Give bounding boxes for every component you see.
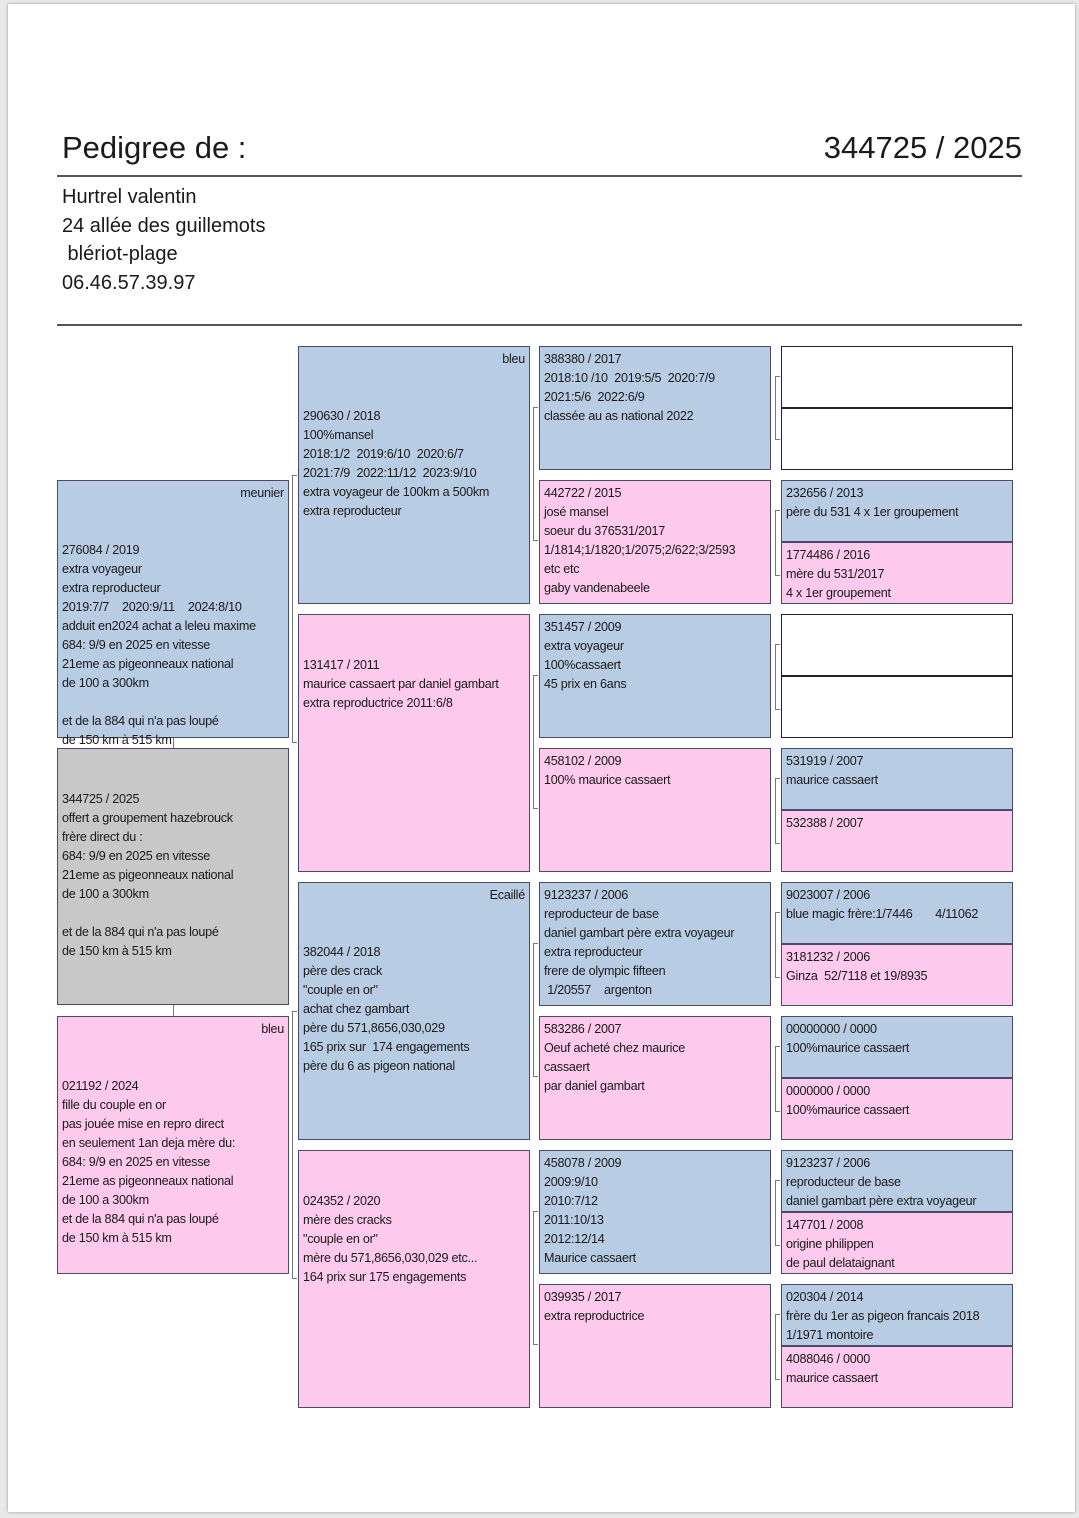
pedigree-line: 2021:5/6 2022:6/9: [544, 390, 645, 404]
pedigree-line: 3181232 / 2006: [786, 950, 871, 964]
pedigree-line: mère des cracks: [303, 1213, 392, 1227]
pedigree-text: [303, 656, 525, 713]
pedigree-line: 1/1814;1/1820;1/2075;2/622;3/2593: [544, 543, 736, 557]
pedigree-line: extra reproducteur: [303, 504, 402, 518]
pedigree-text: [786, 1216, 1008, 1273]
pedigree-text: [786, 948, 1008, 986]
granddam-maternal-box: [298, 1150, 530, 1408]
pedigree-line: 290630 / 2018: [303, 409, 381, 423]
pedigree-text: [786, 814, 1008, 833]
great-great-box: [781, 748, 1013, 810]
pedigree-line: [62, 904, 284, 923]
pedigree-line: 2010:7/12: [544, 1194, 598, 1208]
pedigree-line: josé mansel: [544, 505, 609, 519]
pedigree-text: [544, 752, 766, 790]
granddam-paternal-box: [298, 614, 530, 872]
great-grandparent-box: [539, 748, 771, 872]
great-great-box: [781, 810, 1013, 872]
connector: [775, 778, 780, 844]
owner-block: [62, 183, 265, 297]
pedigree-line: 100%cassaert: [544, 658, 621, 672]
pedigree-line: Oeuf acheté chez maurice: [544, 1041, 686, 1055]
pedigree-line: 442722 / 2015: [544, 486, 622, 500]
pedigree-text: [786, 1020, 1008, 1058]
ring-number: 344725 / 2025: [823, 130, 1022, 165]
great-grandparent-box: [539, 346, 771, 470]
owner-city: blériot-plage: [62, 243, 178, 265]
pedigree-line: 583286 / 2007: [544, 1022, 622, 1036]
pedigree-text: [303, 407, 525, 521]
pedigree-line: soeur du 376531/2017: [544, 524, 666, 538]
pedigree-line: daniel gambart père extra voyageur: [786, 1194, 977, 1208]
pedigree-line: offert a groupement hazebrouck: [62, 811, 233, 825]
pedigree-line: 684: 9/9 en 2025 en vitesse: [62, 849, 210, 863]
great-grandparent-box: [539, 1284, 771, 1408]
pedigree-line: 2019:7/7 2020:9/11 2024:8/10: [62, 600, 242, 614]
great-great-box: [781, 882, 1013, 944]
pedigree-line: extra reproducteur: [62, 581, 161, 595]
pedigree-line: 9023007 / 2006: [786, 888, 871, 902]
color-tag: bleu: [261, 1022, 284, 1036]
pedigree-line: maurice cassaert: [786, 773, 878, 787]
pedigree-line: 458078 / 2009: [544, 1156, 622, 1170]
pedigree-line: maurice cassaert: [786, 1371, 878, 1385]
pedigree-line: Ginza 52/7118 et 19/8935: [786, 969, 928, 983]
great-grandparent-box: [539, 1016, 771, 1140]
pedigree-line: 684: 9/9 en 2025 en vitesse: [62, 638, 210, 652]
pedigree-line: extra reproducteur: [544, 945, 643, 959]
pedigree-line: cassaert: [544, 1060, 590, 1074]
great-great-box: [781, 1016, 1013, 1078]
connector: [775, 510, 780, 576]
great-great-box-empty: [781, 408, 1013, 470]
pedigree-text: [786, 886, 1008, 924]
pedigree-line: 531919 / 2007: [786, 754, 864, 768]
great-great-box: [781, 542, 1013, 604]
sire-box: [57, 480, 289, 747]
pedigree-line: 2009:9/10: [544, 1175, 598, 1189]
pedigree-line: de paul delataignant: [786, 1256, 895, 1270]
pedigree-line: 21eme as pigeonneaux national: [62, 868, 234, 882]
pedigree-line: Maurice cassaert: [544, 1251, 636, 1265]
pedigree-line: 020304 / 2014: [786, 1290, 864, 1304]
great-great-box: [781, 1212, 1013, 1274]
pedigree-line: et de la 884 qui n'a pas loupé: [62, 925, 219, 939]
pedigree-line: 684: 9/9 en 2025 en vitesse: [62, 1155, 210, 1169]
great-grandparent-box: [539, 614, 771, 738]
connector: [533, 407, 538, 541]
pedigree-line: 1/20557 argenton: [544, 983, 652, 997]
pedigree-line: 164 prix sur 175 engagements: [303, 1270, 467, 1284]
pedigree-line: 1774486 / 2016: [786, 548, 871, 562]
pedigree-text: [544, 484, 766, 598]
pedigree-text: [62, 790, 284, 961]
great-great-box: [781, 1078, 1013, 1140]
pedigree-line: daniel gambart père extra voyageur: [544, 926, 735, 940]
pedigree-text: [544, 1154, 766, 1268]
pedigree-line: par daniel gambart: [544, 1079, 645, 1093]
pedigree-line: 9123237 / 2006: [544, 888, 629, 902]
pedigree-line: 351457 / 2009: [544, 620, 622, 634]
pedigree-line: de 100 a 300km: [62, 887, 149, 901]
pedigree-line: 382044 / 2018: [303, 945, 381, 959]
pedigree-line: 024352 / 2020: [303, 1194, 381, 1208]
connector: [292, 1011, 297, 1279]
pedigree-line: père du 531 4 x 1er groupement: [786, 505, 959, 519]
pedigree-line: "couple en or": [303, 983, 378, 997]
page-title: Pedigree de :: [62, 130, 247, 165]
grandsire-paternal-box: [298, 346, 530, 604]
pedigree-line: père des crack: [303, 964, 383, 978]
pedigree-line: 100%maurice cassaert: [786, 1041, 910, 1055]
great-great-box-empty: [781, 676, 1013, 738]
pedigree-line: 147701 / 2008: [786, 1218, 864, 1232]
pedigree-line: de 100 a 300km: [62, 1193, 149, 1207]
grandsire-maternal-box: [298, 882, 530, 1140]
connector: [533, 943, 538, 1077]
owner-name: Hurtrel valentin: [62, 186, 197, 208]
owner-address: 24 allée des guillemots: [62, 214, 266, 237]
pedigree-line: extra reproductrice: [544, 1309, 645, 1323]
connector: [775, 1180, 780, 1246]
pedigree-text: [544, 618, 766, 694]
pedigree-line: etc etc: [544, 562, 580, 576]
pedigree-line: 21eme as pigeonneaux national: [62, 1174, 234, 1188]
dam-box: [57, 1016, 289, 1274]
pedigree-text: [786, 1350, 1008, 1388]
pedigree-text: [786, 1288, 1008, 1345]
pedigree-line: père du 571,8656,030,029: [303, 1021, 445, 1035]
pedigree-line: 2021:7/9 2022:11/12 2023:9/10: [303, 466, 477, 480]
connector: [775, 644, 780, 710]
pedigree-text: [303, 943, 525, 1076]
pedigree-line: 232656 / 2013: [786, 486, 864, 500]
connector: [775, 376, 780, 440]
pedigree-line: 9123237 / 2006: [786, 1156, 871, 1170]
great-grandparent-box: [539, 480, 771, 604]
great-grandparent-box: [539, 1150, 771, 1274]
pedigree-line: extra voyageur de 100km a 500km: [303, 485, 490, 499]
pedigree-line: 2018:10 /10 2019:5/5 2020:7/9: [544, 371, 715, 385]
color-tag: Ecaillé: [489, 888, 525, 902]
pedigree-line: 388380 / 2017: [544, 352, 622, 366]
great-great-box: [781, 1346, 1013, 1408]
pedigree-line: achat chez gambart: [303, 1002, 410, 1016]
pedigree-text: [786, 752, 1008, 790]
pedigree-line: 0000000 / 0000: [786, 1084, 871, 1098]
pedigree-text: [303, 1192, 525, 1287]
great-great-box: [781, 1150, 1013, 1212]
pedigree-text: [544, 350, 766, 426]
great-grandparent-box: [539, 882, 771, 1006]
pedigree-line: adduit en2024 achat a leleu maxime: [62, 619, 256, 633]
pedigree-line: 2018:1/2 2019:6/10 2020:6/7: [303, 447, 464, 461]
pedigree-line: de 150 km à 515 km: [62, 1231, 172, 1245]
pedigree-line: 458102 / 2009: [544, 754, 622, 768]
connector: [533, 675, 538, 809]
pedigree-line: et de la 884 qui n'a pas loupé: [62, 1212, 219, 1226]
pedigree-line: mère du 531/2017: [786, 567, 885, 581]
pedigree-line: de 150 km à 515 km: [62, 733, 172, 747]
connector: [775, 1314, 780, 1380]
pedigree-line: reproducteur de base: [786, 1175, 901, 1189]
pedigree-line: en seulement 1an deja mère du:: [62, 1136, 236, 1150]
pedigree-line: 4088046 / 0000: [786, 1352, 871, 1366]
great-great-box: [781, 944, 1013, 1006]
pedigree-line: 2011:10/13: [544, 1213, 604, 1227]
pedigree-line: 100%maurice cassaert: [786, 1103, 910, 1117]
pedigree-text: [786, 1082, 1008, 1120]
pedigree-text: [62, 1077, 284, 1248]
pedigree-line: 100%mansel: [303, 428, 374, 442]
pedigree-line: extra voyageur: [62, 562, 142, 576]
pedigree-line: 45 prix en 6ans: [544, 677, 627, 691]
pedigree-line: 21eme as pigeonneaux national: [62, 657, 234, 671]
connector: [533, 1211, 538, 1345]
pedigree-text: [544, 1020, 766, 1096]
pedigree-line: frère direct du :: [62, 830, 143, 844]
pedigree-line: mère du 571,8656,030,029 etc...: [303, 1251, 478, 1265]
pedigree-line: frère du 1er as pigeon francais 2018: [786, 1309, 980, 1323]
pedigree-line: "couple en or": [303, 1232, 378, 1246]
great-great-box: [781, 480, 1013, 542]
pedigree-text: [544, 1288, 766, 1326]
pedigree-line: 2012:12/14: [544, 1232, 605, 1246]
pedigree-line: frere de olympic fifteen: [544, 964, 666, 978]
pedigree-line: 021192 / 2024: [62, 1079, 139, 1093]
connector: [292, 475, 297, 743]
pedigree-line: 165 prix sur 174 engagements: [303, 1040, 470, 1054]
pedigree-text: [786, 1154, 1008, 1211]
pedigree-line: 100% maurice cassaert: [544, 773, 671, 787]
owner-phone: 06.46.57.39.97: [62, 271, 196, 294]
pedigree-text: [786, 546, 1008, 603]
pedigree-line: extra reproductrice 2011:6/8: [303, 696, 453, 710]
pedigree-line: et de la 884 qui n'a pas loupé: [62, 714, 219, 728]
pedigree-line: 276084 / 2019: [62, 543, 140, 557]
pedigree-line: 039935 / 2017: [544, 1290, 622, 1304]
great-great-box-empty: [781, 346, 1013, 408]
pedigree-line: 00000000 / 0000: [786, 1022, 877, 1036]
pedigree-line: blue magic frère:1/7446 4/11062: [786, 907, 979, 921]
pedigree-line: fille du couple en or: [62, 1098, 166, 1112]
color-tag: meunier: [240, 486, 284, 500]
pedigree-line: père du 6 as pigeon national: [303, 1059, 455, 1073]
pedigree-line: 4 x 1er groupement: [786, 586, 891, 600]
pedigree-line: 344725 / 2025: [62, 792, 140, 806]
pedigree-line: 131417 / 2011: [303, 658, 380, 672]
pedigree-text: [786, 484, 1008, 522]
pedigree-line: de 150 km à 515 km: [62, 944, 172, 958]
pedigree-line: gaby vandenabeele: [544, 581, 650, 595]
color-tag: bleu: [502, 352, 525, 366]
great-great-box-empty: [781, 614, 1013, 676]
pedigree-line: reproducteur de base: [544, 907, 659, 921]
pedigree-line: [62, 693, 284, 712]
header-rule: [57, 175, 1022, 177]
pedigree-line: extra voyageur: [544, 639, 624, 653]
connector: [775, 912, 780, 978]
subject-box: [57, 748, 289, 1005]
pedigree-line: pas jouée mise en repro direct: [62, 1117, 224, 1131]
great-great-box: [781, 1284, 1013, 1346]
pedigree-line: de 100 a 300km: [62, 676, 149, 690]
pedigree-line: origine philippen: [786, 1237, 874, 1251]
pedigree-text: [544, 886, 766, 1000]
pedigree-line: classée au as national 2022: [544, 409, 694, 423]
connector: [775, 1046, 780, 1112]
pedigree-line: maurice cassaert par daniel gambart: [303, 677, 499, 691]
pedigree-line: 532388 / 2007: [786, 816, 864, 830]
owner-rule: [57, 324, 1022, 326]
pedigree-line: 1/1971 montoire: [786, 1328, 874, 1342]
pedigree-text: [62, 541, 284, 750]
